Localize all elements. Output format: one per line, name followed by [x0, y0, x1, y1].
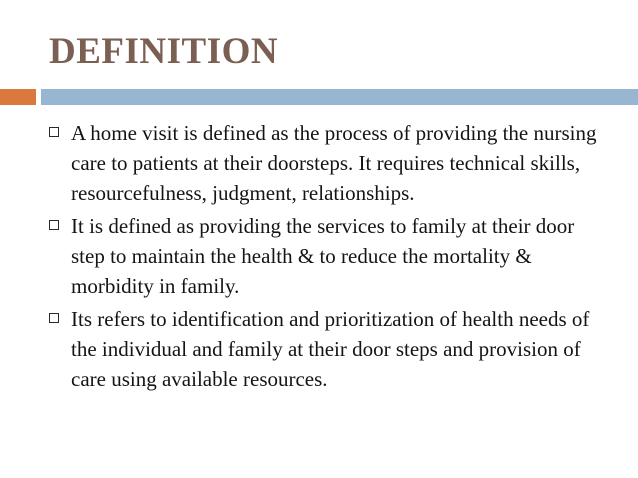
definition-list [49, 118, 609, 397]
blue-divider-bar [41, 89, 638, 105]
list-item [49, 211, 609, 301]
bullet-text: Its refers to identification and prioritization of health needs of the individual and family at their door steps and provision of care using available resources. [71, 307, 590, 391]
bullet-text: A home visit is defined as the process of providing the nursing care to patients at their doorsteps. It requires technical skills, resourcefulness, judgment, relationships. [71, 121, 597, 205]
orange-accent-bar [0, 89, 36, 105]
list-item [49, 304, 609, 394]
hollow-square-icon [49, 127, 59, 137]
list-item [49, 118, 609, 208]
hollow-square-icon [49, 220, 59, 230]
hollow-square-icon [49, 313, 59, 323]
slide-title: DEFINITION [49, 31, 279, 72]
bullet-text: It is defined as providing the services to family at their door step to maintain the health & to reduce the mortality & morbidity in family. [71, 214, 575, 298]
